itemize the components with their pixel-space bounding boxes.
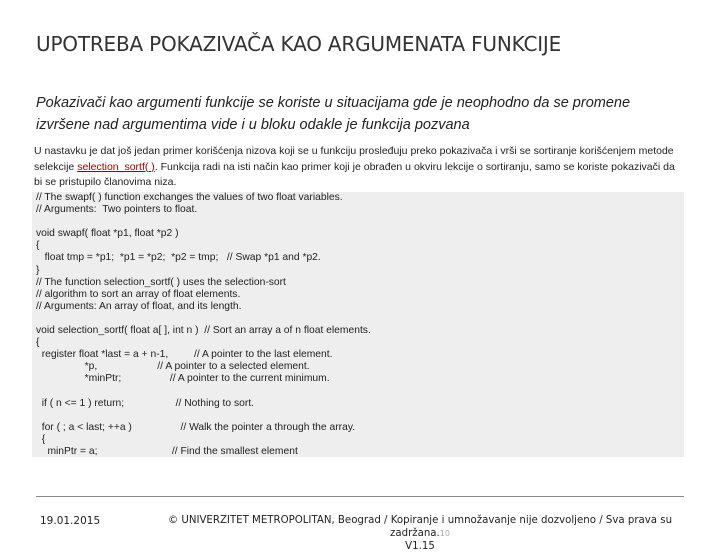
- code-listing: // The swapf( ) function exchanges the values of two float variables. // Arguments: Two pointers to float. void swapf( float *p1, float *p2 ) { float tmp = *p1; *p1 = *p2; *p2 = tmp; // Swap *p1 and *p2. } // The function selection_sortf( ) uses the selection-sort // algorithm to sort an array of float elements. // Arguments: An array of float, and its length. void selection_sortf( float a[ ], int n ) // Sort an array a of n float elements. { register float *last = a + n-1, // A pointer to the last element. *p, // A pointer to a selected element. *minPtr; // A pointer to the current minimum. if ( n <= 1 ) return; // Nothing to sort. for ( ; a < last; ++a ) // Walk the pointer a through the array. { minPtr = a; // Find the smallest element: [36, 192, 371, 457]
- footer-divider: [36, 496, 684, 497]
- intro-text-end: . Funkcija radi na isti način kao primer koji je obrađen u okviru lekcije o sortiranju, samo se koriste pokazivači da bi se pristupilo članovima niza.: [34, 160, 675, 188]
- version-label: V1.15: [405, 541, 435, 552]
- intro-paragraph: [34, 144, 684, 191]
- slide-title: UPOTREBA POKAZIVAČA KAO ARGUMENATA FUNKCIJE: [36, 32, 562, 56]
- selection-sortf-link[interactable]: selection_sortf( ): [77, 160, 155, 173]
- page-number: 10: [439, 529, 450, 538]
- copyright-text: © UNIVERZITET METROPOLITAN, Beograd / Kopiranje i umnožavanje nije dozvoljeno / Sva prava su zadržana.: [167, 515, 673, 539]
- slide-subtitle: Pokazivači kao argumenti funkcije se koriste u situacijama gde je neophodno da se promene izvršene nad argumentima vide i u bloku odakle je funkcija pozvana: [36, 95, 631, 133]
- footer-date: 19.01.2015: [40, 515, 101, 527]
- intro-text-start: U nastavku je dat još jedan primer korišćenja nizova koji se u funkciju prosleđuju preko pokazivača i vrši se sortiranje korišćenjem metode selekcije: [34, 145, 674, 173]
- footer-copyright: [150, 514, 690, 553]
